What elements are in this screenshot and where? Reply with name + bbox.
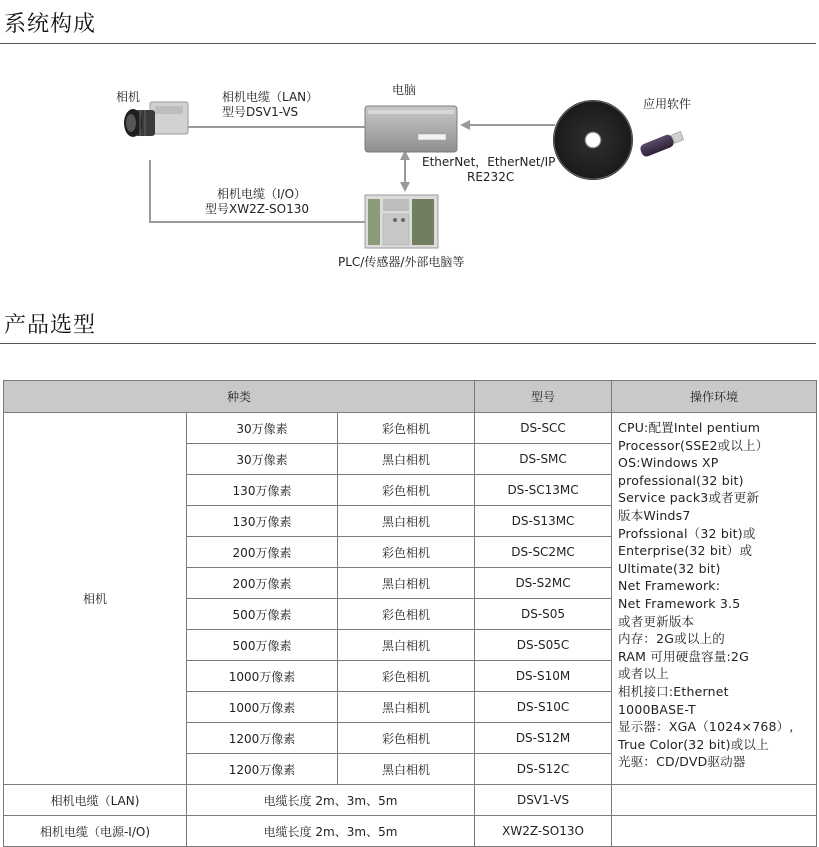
- color-cell: 彩色相机: [338, 537, 475, 568]
- env-line: 显示器：XGA（1024×768）,: [618, 719, 794, 735]
- pixels-cell: 30万像素: [187, 413, 338, 444]
- pixels-cell: 30万像素: [187, 444, 338, 475]
- color-cell: 黑白相机: [338, 692, 475, 723]
- env-cell: [612, 413, 817, 785]
- section-divider: [0, 343, 816, 344]
- camera-label: 相机: [116, 90, 141, 104]
- env-line: True Color(32 bit)或以上: [618, 736, 769, 752]
- color-cell: 黑白相机: [338, 506, 475, 537]
- color-cell: 黑白相机: [338, 568, 475, 599]
- model-cell: DS-S05C: [475, 630, 612, 661]
- env-line: Service pack3或者更新: [618, 490, 760, 506]
- system-diagram: [0, 50, 819, 280]
- env-line: 相机接口:Ethernet: [618, 683, 729, 699]
- usb-key-icon: [639, 130, 685, 159]
- env-line: RAM 可用硬盘容量:2G: [618, 648, 749, 664]
- camera-group-cell: 相机: [4, 413, 187, 785]
- product-table: [3, 380, 817, 847]
- table-row: [4, 413, 817, 444]
- table-row-cable-io: [4, 816, 817, 847]
- env-line: professional(32 bit): [618, 472, 744, 488]
- cable-model-cell: XW2Z-SO13O: [475, 816, 612, 847]
- pixels-cell: 500万像素: [187, 599, 338, 630]
- pixels-cell: 130万像素: [187, 506, 338, 537]
- model-cell: DS-SMC: [475, 444, 612, 475]
- env-line: 光驱：CD/DVD驱动器: [618, 754, 746, 770]
- cable-kind-cell: 相机电缆（电源-I/O): [4, 816, 187, 847]
- cable-env-cell: [612, 816, 817, 847]
- env-line: 或者以上: [618, 666, 669, 682]
- pixels-cell: 1200万像素: [187, 754, 338, 785]
- model-cell: DS-S10M: [475, 661, 612, 692]
- pc-icon: [365, 106, 457, 152]
- cable-spec-cell: 电缆长度 2m、3m、5m: [187, 816, 475, 847]
- env-line: 版本Winds7: [618, 507, 691, 523]
- comm-label-2: RE232C: [467, 170, 515, 184]
- cable-env-cell: [612, 785, 817, 816]
- io-cable-model: 型号XW2Z-SO130: [205, 202, 310, 216]
- header-env: 操作环境: [612, 381, 817, 413]
- model-cell: DS-S13MC: [475, 506, 612, 537]
- model-cell: DS-S10C: [475, 692, 612, 723]
- env-line: Processor(SSE2或以上）: [618, 437, 769, 453]
- model-cell: DS-S2MC: [475, 568, 612, 599]
- plc-label: PLC/传感器/外部电脑等: [338, 255, 465, 269]
- color-cell: 彩色相机: [338, 475, 475, 506]
- model-cell: DS-SC2MC: [475, 537, 612, 568]
- cable-spec-cell: 电缆长度 2m、3m、5m: [187, 785, 475, 816]
- env-line: Enterprise(32 bit）或: [618, 543, 753, 559]
- pixels-cell: 500万像素: [187, 630, 338, 661]
- color-cell: 黑白相机: [338, 444, 475, 475]
- lan-cable-label: 相机电缆（LAN）: [222, 90, 319, 104]
- env-line: Ultimate(32 bit): [618, 560, 721, 576]
- table-row-cable-lan: [4, 785, 817, 816]
- section-title-selection: 产品选型: [4, 313, 97, 338]
- color-cell: 黑白相机: [338, 630, 475, 661]
- software-disc-icon: [553, 100, 633, 180]
- pixels-cell: 1000万像素: [187, 692, 338, 723]
- cable-model-cell: DSV1-VS: [475, 785, 612, 816]
- arrow-software-to-pc: [460, 120, 555, 130]
- io-cable-label: 相机电缆（I/O）: [217, 187, 307, 201]
- model-cell: DS-SC13MC: [475, 475, 612, 506]
- pixels-cell: 1000万像素: [187, 661, 338, 692]
- env-line: OS:Windows XP: [618, 455, 719, 471]
- color-cell: 彩色相机: [338, 661, 475, 692]
- env-line: 内存：2G或以上的: [618, 631, 725, 647]
- color-cell: 黑白相机: [338, 754, 475, 785]
- arrow-pc-plc: [400, 150, 410, 192]
- model-cell: DS-SCC: [475, 413, 612, 444]
- color-cell: 彩色相机: [338, 723, 475, 754]
- pixels-cell: 200万像素: [187, 537, 338, 568]
- section-title-system: 系统构成: [4, 12, 97, 37]
- model-cell: DS-S05: [475, 599, 612, 630]
- pc-label: 电脑: [392, 83, 417, 97]
- section-divider: [0, 43, 816, 44]
- env-line: 1000BASE-T: [618, 701, 696, 717]
- software-label: 应用软件: [643, 97, 692, 111]
- header-kind: 种类: [4, 381, 475, 413]
- env-line: 或者更新版本: [618, 613, 695, 629]
- cable-kind-cell: 相机电缆（LAN): [4, 785, 187, 816]
- lan-cable-model: 型号DSV1-VS: [222, 105, 299, 119]
- model-cell: DS-S12C: [475, 754, 612, 785]
- model-cell: DS-S12M: [475, 723, 612, 754]
- env-line: Net Framework 3.5: [618, 595, 741, 611]
- comm-label: EtherNet，EtherNet/IP: [422, 155, 556, 169]
- pixels-cell: 1200万像素: [187, 723, 338, 754]
- header-model: 型号: [475, 381, 612, 413]
- env-line: Profssional（32 bit)或: [618, 525, 756, 541]
- pixels-cell: 200万像素: [187, 568, 338, 599]
- table-header-row: [4, 381, 817, 413]
- pixels-cell: 130万像素: [187, 475, 338, 506]
- camera-icon: [124, 102, 188, 137]
- plc-icon: [365, 195, 438, 248]
- color-cell: 彩色相机: [338, 599, 475, 630]
- env-line: Net Framework:: [618, 578, 721, 594]
- color-cell: 彩色相机: [338, 413, 475, 444]
- env-line: CPU:配置Intel pentium: [618, 420, 761, 435]
